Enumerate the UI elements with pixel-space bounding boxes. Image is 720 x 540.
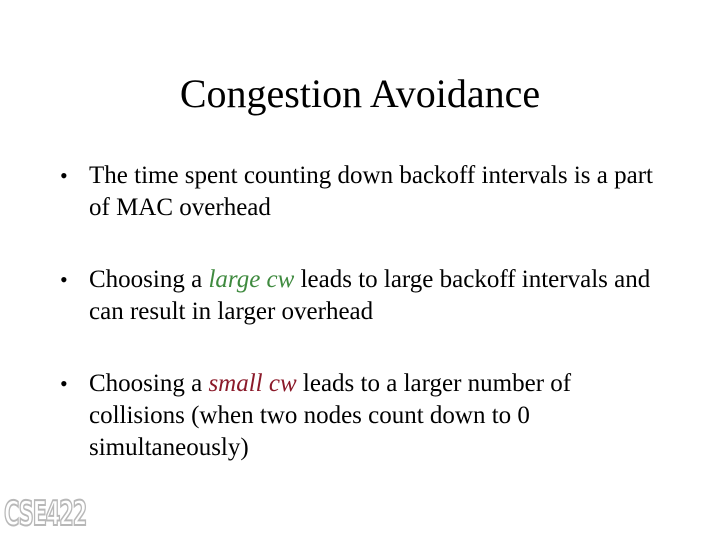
bullet-dot-icon: •: [60, 267, 68, 292]
bullet-dot-icon: •: [60, 163, 68, 188]
bullet-list: [60, 160, 670, 464]
bullet-text-after: leads to a larger number of collisions (when two nodes count down to 0 simultaneously): [89, 370, 572, 461]
bullet-item: [60, 160, 670, 224]
course-logo: [4, 493, 94, 535]
bullet-text-after: leads to large backoff intervals and can result in larger overhead: [89, 266, 651, 325]
emphasis-small-cw: small cw: [208, 370, 297, 397]
bullet-text: The time spent counting down backoff intervals is a part of MAC overhead: [89, 162, 653, 221]
bullet-text-before: Choosing a: [89, 266, 209, 293]
slide-title: Congestion Avoidance: [179, 71, 541, 116]
bullet-text-before: Choosing a: [89, 370, 209, 397]
bullet-dot-icon: •: [60, 371, 68, 396]
emphasis-large-cw: large cw: [208, 266, 295, 293]
course-logo-text: CSE422: [4, 494, 87, 534]
bullet-item: [60, 368, 670, 464]
bullet-item: [60, 264, 670, 328]
